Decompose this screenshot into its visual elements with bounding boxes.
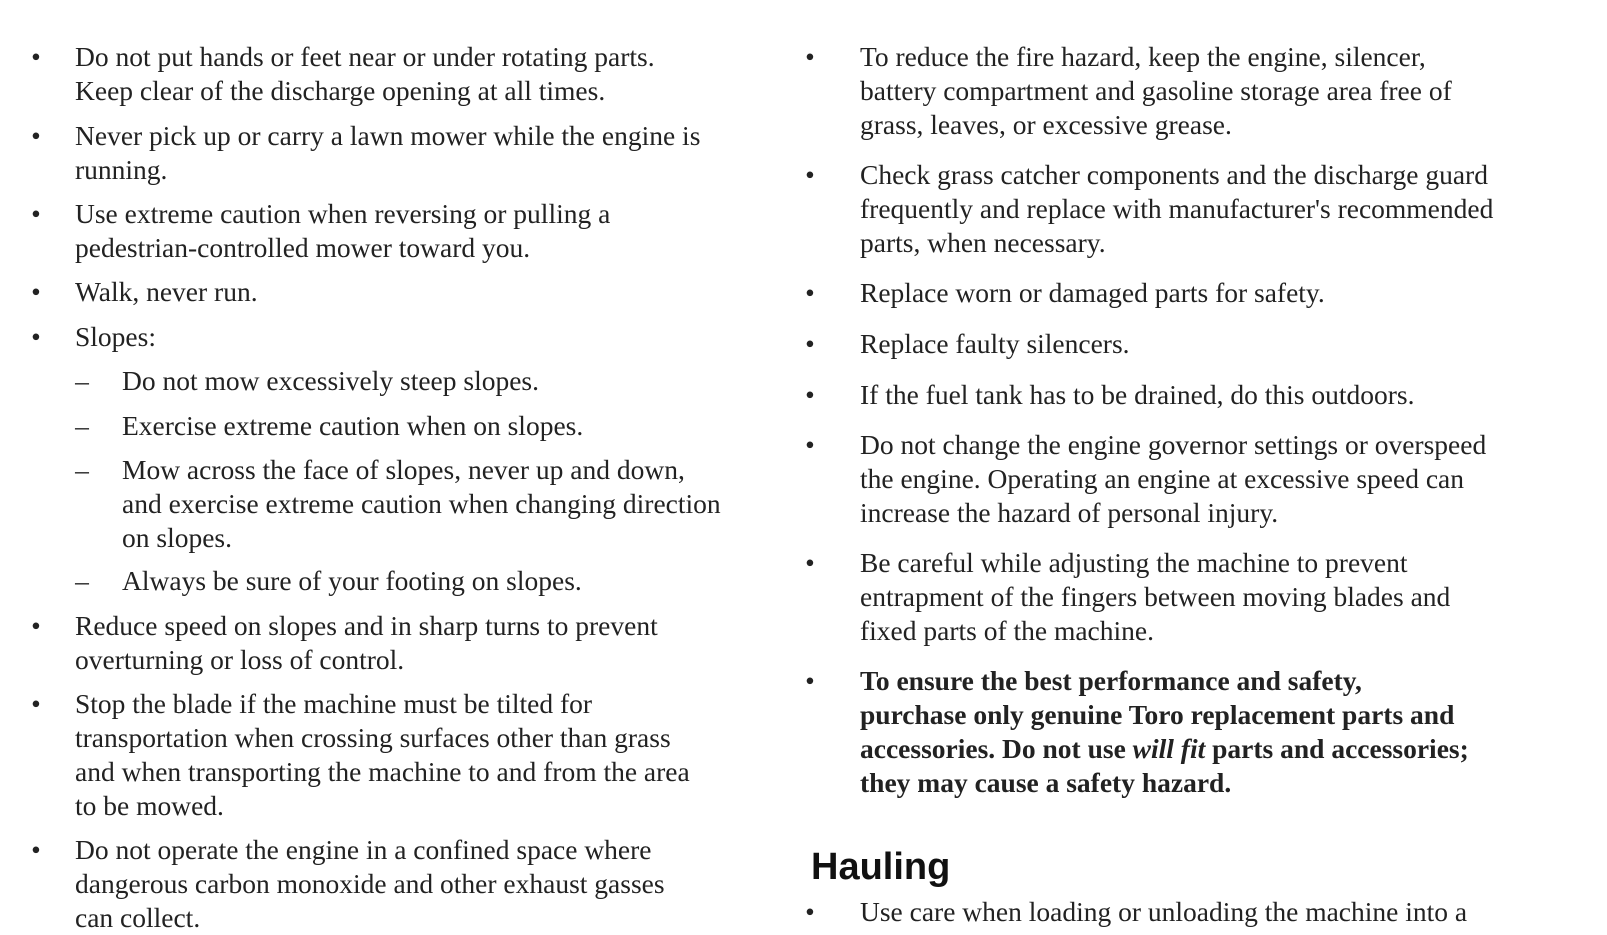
list-item-text: To reduce the fire hazard, keep the engine, silencer, battery compartment and gasoline storage area free of grass, leaves, or excessive grease. [860,41,1452,140]
dash-icon: – [75,565,89,596]
list-item-text: Reduce speed on slopes and in sharp turns to prevent overturning or loss of control. [75,610,658,675]
bullet-icon: • [805,379,815,410]
bullet-icon: • [31,120,41,151]
list-item-text: Slopes: [75,321,156,352]
list-item-text: Be careful while adjusting the machine to prevent entrapment of the fingers between moving blades and fixed parts of the machine. [860,547,1451,646]
bullet-icon: • [805,41,815,72]
bullet-icon: • [31,834,41,865]
list-item-text: Do not put hands or feet near or under rotating parts. Keep clear of the discharge opening at all times. [75,41,655,106]
bullet-icon: • [31,688,41,719]
sub-list-item-text: Do not mow excessively steep slopes. [122,365,540,396]
bullet-icon: • [31,198,41,229]
bullet-icon: • [31,276,41,307]
dash-icon: – [75,410,89,441]
bullet-icon: • [805,277,815,308]
bullet-icon: • [805,896,815,927]
bullet-icon: • [805,547,815,578]
list-item-text: Replace worn or damaged parts for safety. [860,277,1325,308]
list-item-text: Never pick up or carry a lawn mower while the engine is running. [75,120,701,185]
sub-list-item-text: Mow across the face of slopes, never up and down, and exercise extreme caution when changing direction on slopes. [122,454,721,553]
list-item-text: Stop the blade if the machine must be tilted for transportation when crossing surfaces other than grass and when transporting the machine to and from the area to be mowed. [75,688,690,821]
list-item-text: If the fuel tank has to be drained, do this outdoors. [860,379,1415,410]
dash-icon: – [75,454,89,485]
sub-list-item-text: Exercise extreme caution when on slopes. [122,410,584,441]
list-item-text: Do not operate the engine in a confined space where dangerous carbon monoxide and other exhaust gasses can collect. [75,834,665,933]
sub-list-item-text: Always be sure of your footing on slopes. [122,565,582,596]
bullet-icon: • [805,159,815,190]
dash-icon: – [75,365,89,396]
list-item-text: Check grass catcher components and the discharge guard frequently and replace with manufacturer's recommended parts, when necessary. [860,159,1494,258]
list-item-text: Use extreme caution when reversing or pulling a pedestrian-controlled mower toward you. [75,198,611,263]
list-item-text: Walk, never run. [75,276,258,307]
list-item-text: Use care when loading or unloading the machine into a [860,896,1468,927]
bullet-icon: • [805,429,815,460]
bullet-icon: • [805,665,815,696]
warning-text: To ensure the best performance and safety, purchase only genuine Toro replacement parts and accessories. Do not use will fit parts and accessories; they may cause a safety hazard. [860,665,1469,798]
bullet-icon: • [31,41,41,72]
bullet-icon: • [31,321,41,352]
bullet-icon: • [31,610,41,641]
list-item-text: Do not change the engine governor settings or overspeed the engine. Operating an engine at excessive speed can increase the hazard of personal injury. [860,429,1487,528]
section-heading: Hauling [811,846,951,888]
list-item-text: Replace faulty silencers. [860,328,1130,359]
bullet-icon: • [805,328,815,359]
